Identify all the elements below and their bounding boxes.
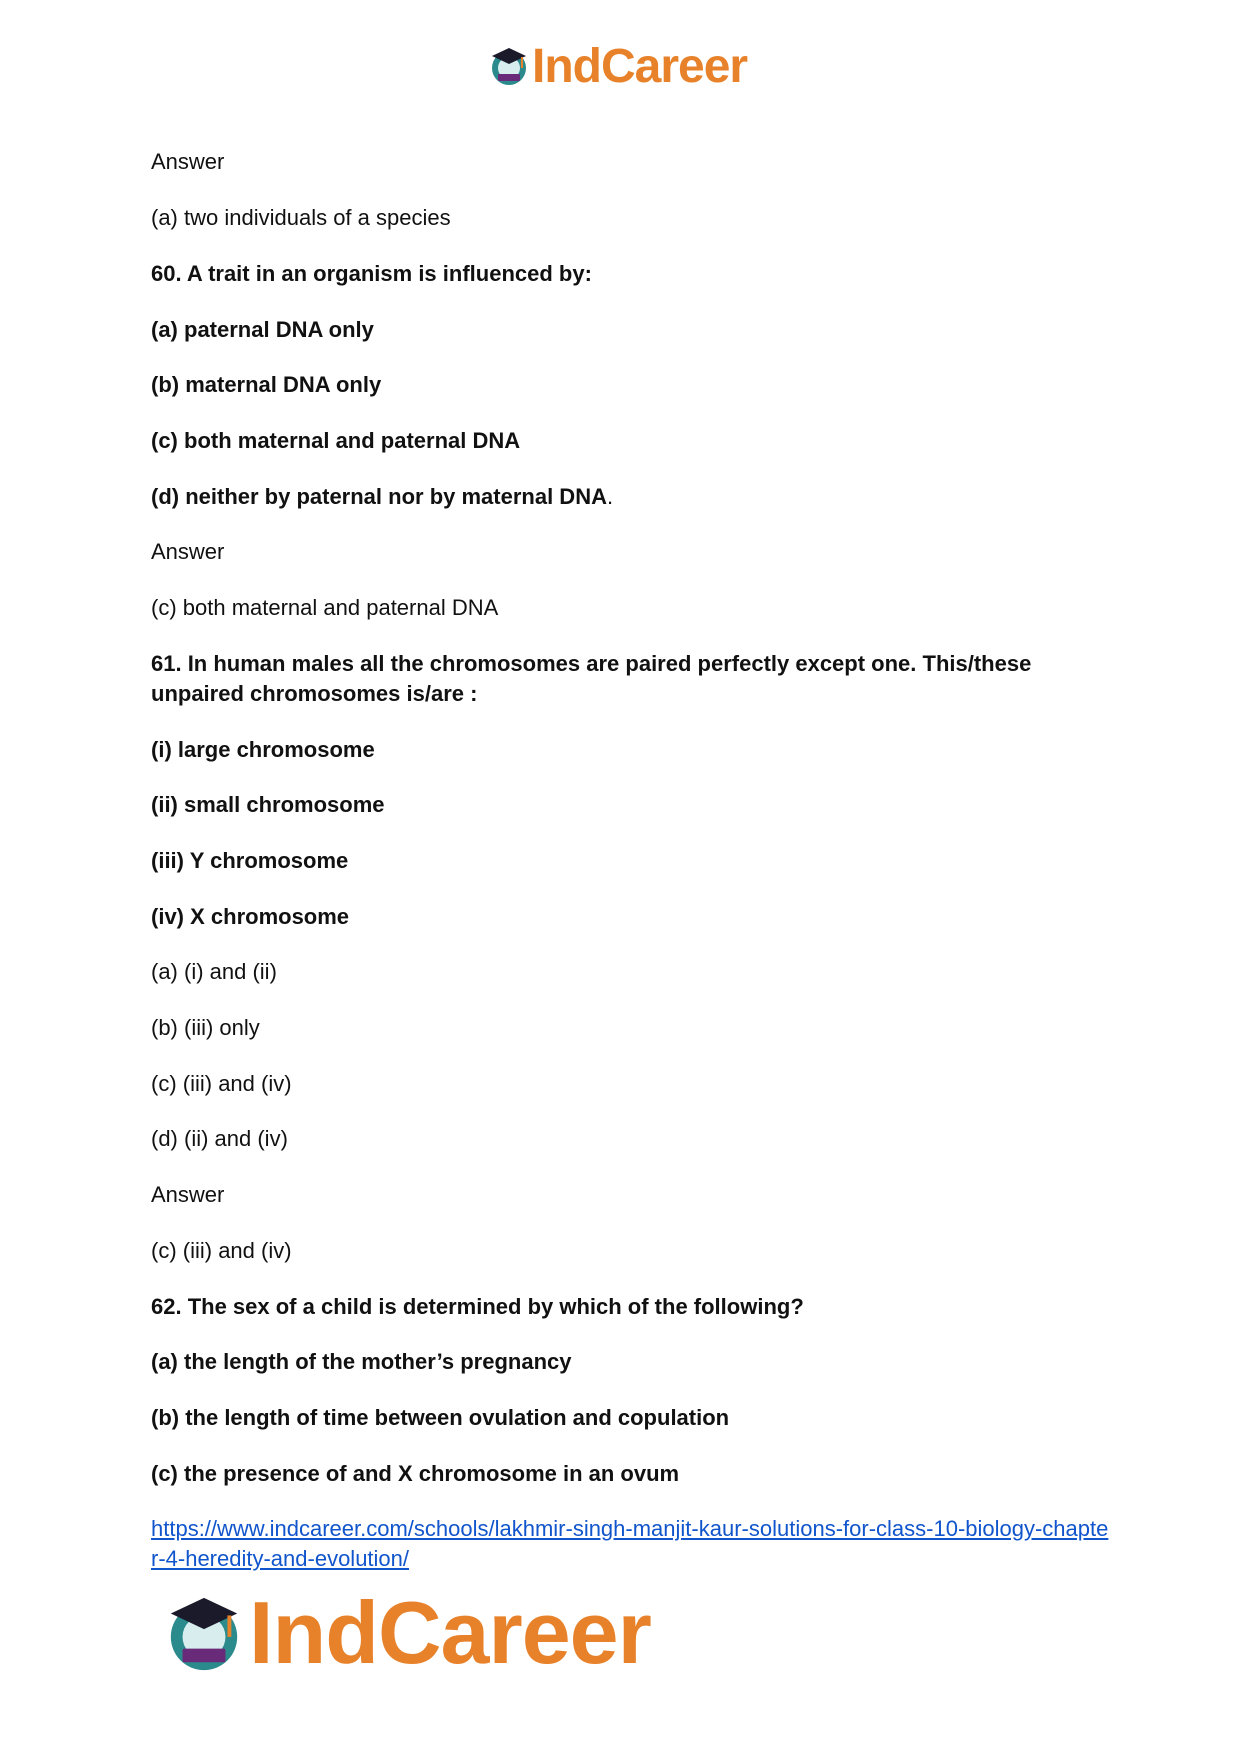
text-line: (a) (i) and (ii) <box>151 959 277 984</box>
question-option: (c) the presence of and X chromosome in an ovum <box>151 1461 680 1486</box>
text-line: (c) (iii) and (iv) <box>151 1238 292 1263</box>
text-line: Answer <box>151 1182 225 1207</box>
question-option: (ii) small chromosome <box>151 792 385 817</box>
logo-wordmark: IndCareer <box>249 1583 651 1682</box>
question-heading: unpaired chromosomes is/are : <box>151 681 478 706</box>
indcareer-logo-header <box>488 40 747 92</box>
text-line: (c) both maternal and paternal DNA <box>151 595 499 620</box>
indcareer-logo-footer <box>163 1585 651 1681</box>
question-option: (c) both maternal and paternal DNA <box>151 428 521 453</box>
graduation-cap-book-icon <box>163 1590 245 1676</box>
text-line: (b) (iii) only <box>151 1015 260 1040</box>
graduation-cap-book-icon <box>488 44 530 88</box>
question-option: (iii) Y chromosome <box>151 848 349 873</box>
question-option: (iv) X chromosome <box>151 904 350 929</box>
footer-link[interactable]: https://www.indcareer.com/schools/lakhmir-singh-manjit-kaur-solutions-for-class-10-biology-chapter-4-heredity-and-evolution/ <box>151 1516 1109 1571</box>
question-option: (b) the length of time between ovulation and copulation <box>151 1405 730 1430</box>
text-line: (a) two individuals of a species <box>151 205 451 230</box>
question-heading: 62. The sex of a child is determined by which of the following? <box>151 1294 804 1319</box>
question-option: (a) paternal DNA only <box>151 317 374 342</box>
text-line: (c) (iii) and (iv) <box>151 1071 292 1096</box>
question-option: (b) maternal DNA only <box>151 372 382 397</box>
question-option: (a) the length of the mother’s pregnancy <box>151 1349 572 1374</box>
question-option: (i) large chromosome <box>151 737 375 762</box>
text-line: Answer <box>151 539 225 564</box>
text-line: Answer <box>151 149 225 174</box>
question-option: (d) neither by paternal nor by maternal DNA. <box>151 484 614 509</box>
question-heading: 60. A trait in an organism is influenced by: <box>151 261 592 286</box>
question-heading: 61. In human males all the chromosomes are paired perfectly except one. This/these <box>151 651 1032 676</box>
text-line: (d) (ii) and (iv) <box>151 1126 288 1151</box>
logo-wordmark: IndCareer <box>532 39 748 93</box>
